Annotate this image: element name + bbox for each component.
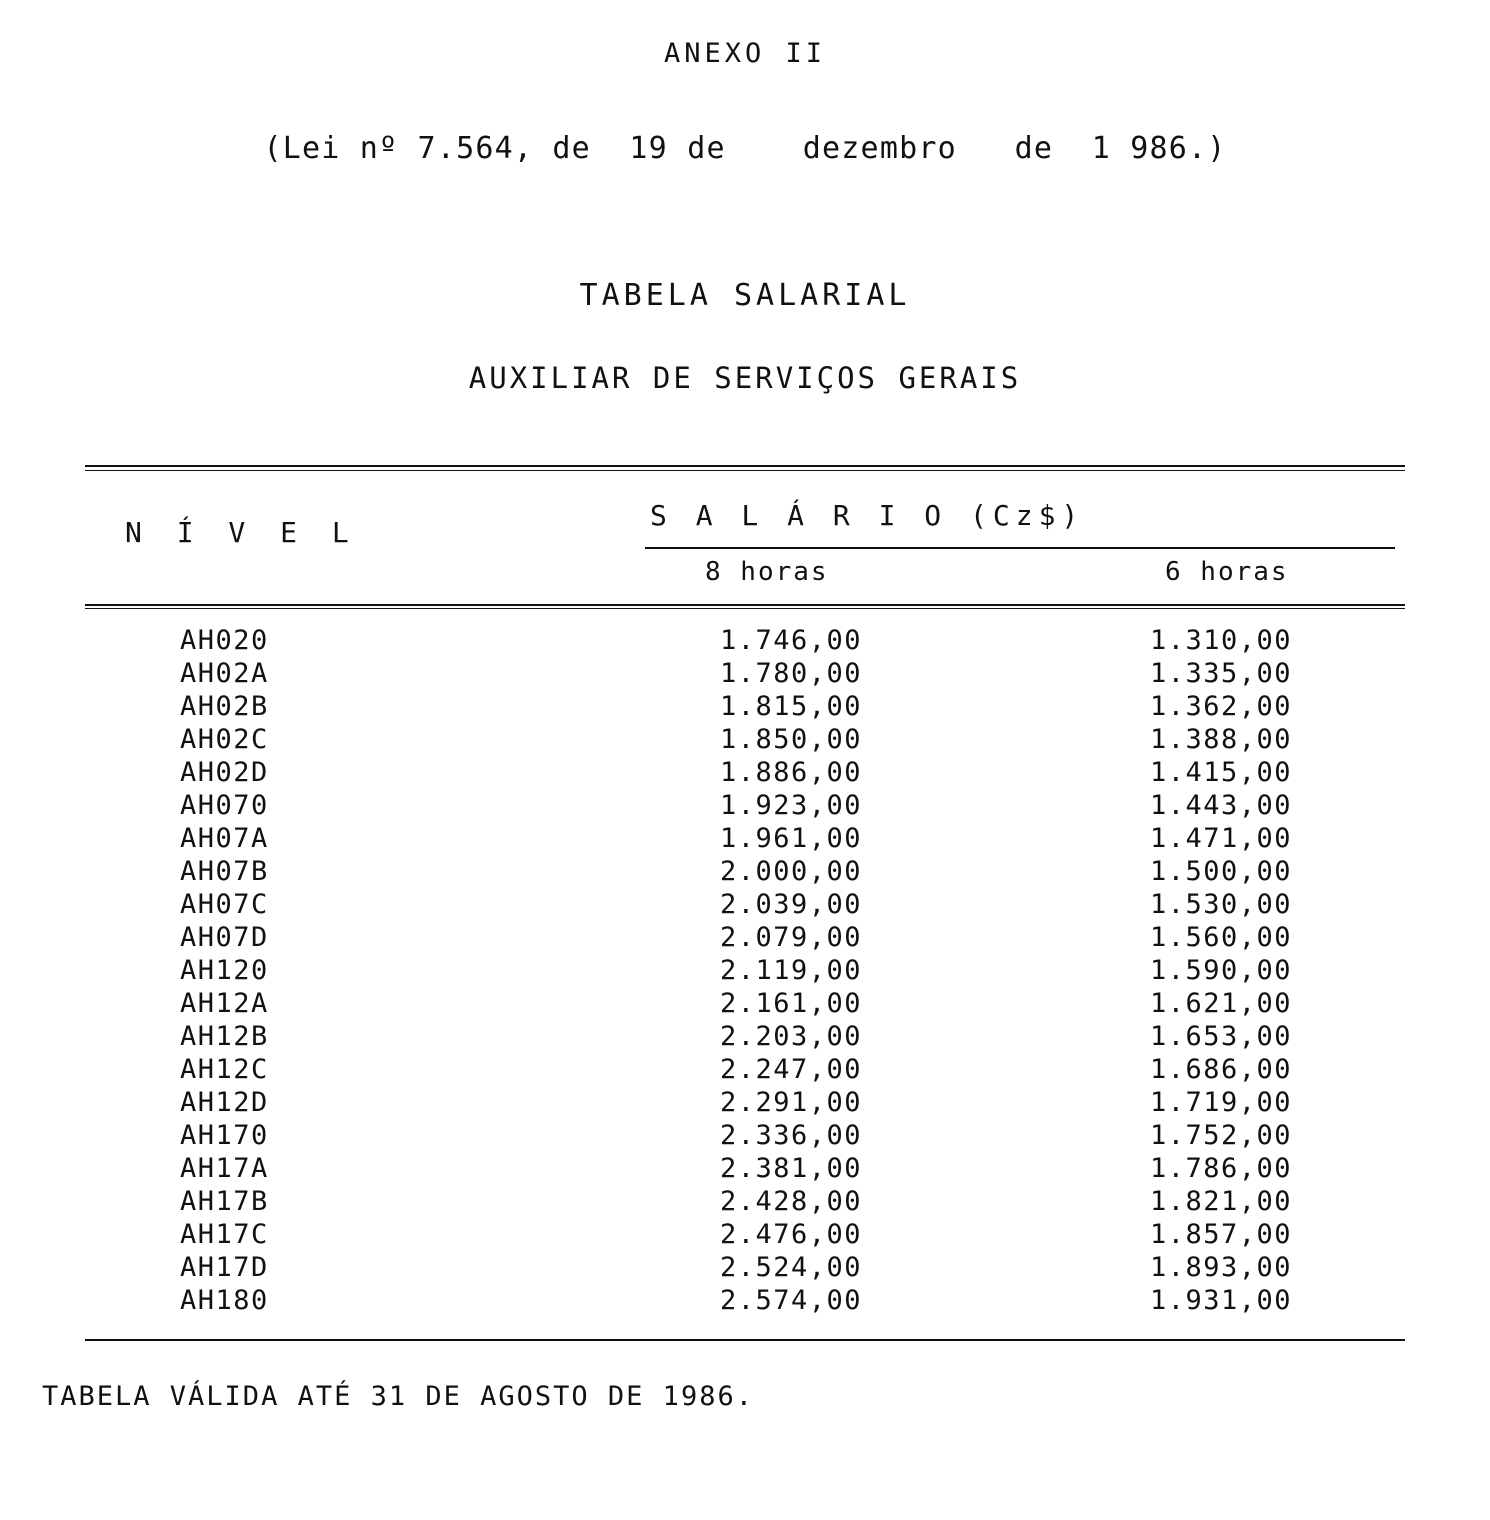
table-row (85, 1218, 1405, 1251)
table-title: TABELA SALARIAL (579, 278, 911, 313)
cell-salary-6h: 1.471,00 (1150, 823, 1293, 854)
cell-salary-8h: 2.291,00 (720, 1087, 863, 1118)
cell-level: AH07A (180, 823, 269, 854)
cell-salary-6h: 1.500,00 (1150, 856, 1293, 887)
table-row (85, 987, 1405, 1020)
table-row (85, 855, 1405, 888)
column-header-salary: S A L Á R I O (Cz$) (650, 499, 1085, 532)
cell-level: AH07B (180, 856, 269, 887)
cell-salary-6h: 1.931,00 (1150, 1285, 1293, 1316)
cell-salary-8h: 1.780,00 (720, 658, 863, 689)
cell-level: AH17A (180, 1153, 269, 1184)
cell-level: AH02D (180, 757, 269, 788)
cell-salary-6h: 1.335,00 (1150, 658, 1293, 689)
table-row (85, 1251, 1405, 1284)
cell-level: AH12C (180, 1054, 269, 1085)
table-row (85, 888, 1405, 921)
cell-level: AH12B (180, 1021, 269, 1052)
cell-salary-8h: 1.961,00 (720, 823, 863, 854)
cell-level: AH12D (180, 1087, 269, 1118)
table-row (85, 954, 1405, 987)
annex-title: ANEXO II (663, 38, 827, 69)
cell-level: AH170 (180, 1120, 269, 1151)
validity-note: TABELA VÁLIDA ATÉ 31 DE AGOSTO DE 1986. (42, 1381, 754, 1412)
table-top-rule (85, 465, 1405, 467)
cell-level: AH02B (180, 691, 269, 722)
cell-salary-6h: 1.893,00 (1150, 1252, 1293, 1283)
cell-salary-6h: 1.362,00 (1150, 691, 1293, 722)
cell-level: AH02A (180, 658, 269, 689)
cell-salary-8h: 1.746,00 (720, 625, 863, 656)
cell-level: AH07D (180, 922, 269, 953)
cell-salary-8h: 2.336,00 (720, 1120, 863, 1151)
cell-level: AH07C (180, 889, 269, 920)
cell-salary-6h: 1.621,00 (1150, 988, 1293, 1019)
table-row (85, 1086, 1405, 1119)
cell-salary-6h: 1.752,00 (1150, 1120, 1293, 1151)
column-header-6h: 6 horas (1165, 557, 1289, 587)
cell-level: AH12A (180, 988, 269, 1019)
cell-salary-8h: 2.381,00 (720, 1153, 863, 1184)
cell-salary-6h: 1.443,00 (1150, 790, 1293, 821)
cell-salary-8h: 2.524,00 (720, 1252, 863, 1283)
table-row (85, 723, 1405, 756)
table-row (85, 624, 1405, 657)
salary-table (85, 465, 1405, 1341)
table-row (85, 921, 1405, 954)
cell-salary-8h: 2.428,00 (720, 1186, 863, 1217)
cell-level: AH020 (180, 625, 269, 656)
cell-salary-6h: 1.786,00 (1150, 1153, 1293, 1184)
table-row (85, 1119, 1405, 1152)
cell-salary-6h: 1.719,00 (1150, 1087, 1293, 1118)
cell-level: AH17B (180, 1186, 269, 1217)
table-row (85, 822, 1405, 855)
document-page (0, 38, 1490, 1520)
cell-salary-6h: 1.415,00 (1150, 757, 1293, 788)
cell-salary-8h: 1.923,00 (720, 790, 863, 821)
cell-salary-8h: 2.119,00 (720, 955, 863, 986)
cell-salary-8h: 2.079,00 (720, 922, 863, 953)
cell-salary-6h: 1.686,00 (1150, 1054, 1293, 1085)
column-header-level: N Í V E L (125, 516, 358, 549)
table-row (85, 1152, 1405, 1185)
table-row (85, 690, 1405, 723)
table-body (85, 606, 1405, 1333)
cell-salary-6h: 1.653,00 (1150, 1021, 1293, 1052)
cell-salary-6h: 1.821,00 (1150, 1186, 1293, 1217)
cell-salary-8h: 1.886,00 (720, 757, 863, 788)
cell-salary-8h: 1.850,00 (720, 724, 863, 755)
cell-salary-8h: 2.247,00 (720, 1054, 863, 1085)
cell-salary-6h: 1.530,00 (1150, 889, 1293, 920)
cell-level: AH17D (180, 1252, 269, 1283)
cell-level: AH180 (180, 1285, 269, 1316)
cell-salary-6h: 1.590,00 (1150, 955, 1293, 986)
table-row (85, 1284, 1405, 1317)
cell-salary-6h: 1.857,00 (1150, 1219, 1293, 1250)
table-row (85, 756, 1405, 789)
cell-salary-8h: 2.476,00 (720, 1219, 863, 1250)
table-row (85, 789, 1405, 822)
cell-salary-8h: 2.203,00 (720, 1021, 863, 1052)
cell-salary-8h: 2.000,00 (720, 856, 863, 887)
table-row (85, 657, 1405, 690)
table-row (85, 1053, 1405, 1086)
table-header (85, 471, 1405, 606)
table-bottom-rule (85, 1339, 1405, 1341)
cell-level: AH02C (180, 724, 269, 755)
cell-salary-8h: 2.039,00 (720, 889, 863, 920)
cell-salary-8h: 2.161,00 (720, 988, 863, 1019)
column-header-8h: 8 horas (705, 557, 829, 587)
cell-salary-8h: 2.574,00 (720, 1285, 863, 1316)
cell-level: AH070 (180, 790, 269, 821)
salary-header-underline (645, 547, 1395, 549)
table-row (85, 1185, 1405, 1218)
cell-salary-6h: 1.310,00 (1150, 625, 1293, 656)
law-reference: (Lei nº 7.564, de 19 de dezembro de 1 986.) (263, 131, 1227, 166)
cell-salary-6h: 1.560,00 (1150, 922, 1293, 953)
cell-level: AH120 (180, 955, 269, 986)
table-row (85, 1020, 1405, 1053)
cell-level: AH17C (180, 1219, 269, 1250)
cell-salary-8h: 1.815,00 (720, 691, 863, 722)
job-title: AUXILIAR DE SERVIÇOS GERAIS (468, 361, 1022, 395)
header-bottom-rule (85, 604, 1405, 606)
header-bottom-rule-secondary (85, 608, 1405, 609)
cell-salary-6h: 1.388,00 (1150, 724, 1293, 755)
